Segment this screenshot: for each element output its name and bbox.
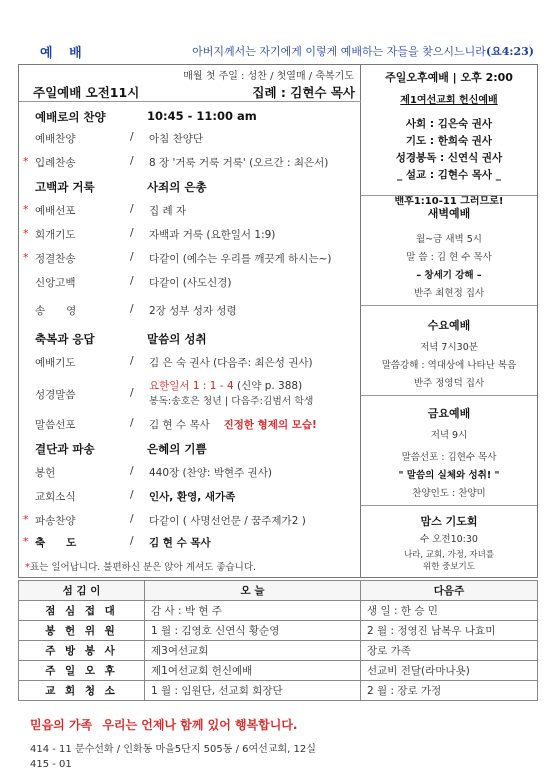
stand-marker: * bbox=[23, 155, 29, 168]
worship-box bbox=[18, 64, 538, 578]
service-name: 주일예배 오전11시 bbox=[33, 85, 140, 100]
friday-time: 저녁 9시 bbox=[430, 430, 468, 441]
order-value: 김 현 수 목사 진정한 형제의 모습! bbox=[149, 419, 317, 431]
address-line: 414 - 11 문수선화 / 인화동 마을5단지 505동 / 6여선교회, 12실 bbox=[30, 744, 316, 755]
order-value: 김 현 수 목사 bbox=[149, 537, 211, 549]
order-value: 인사, 환영, 새가족 bbox=[149, 491, 236, 503]
order-label: 말씀선포 bbox=[35, 419, 76, 431]
order-label: 봉헌 bbox=[35, 467, 56, 479]
standing-note: *표는 일어납니다. 불편하신 분은 앉아 계셔도 좋습니다. bbox=[25, 562, 257, 573]
duty-cell: 감 사 : 박 현 주 bbox=[145, 601, 361, 621]
duty-table bbox=[18, 580, 538, 701]
order-value: 10:45 - 11:00 am bbox=[147, 109, 257, 123]
duty-cell: 제1여선교회 헌신예배 bbox=[145, 661, 361, 681]
order-item bbox=[19, 509, 361, 531]
order-item bbox=[19, 299, 361, 321]
page-header bbox=[18, 42, 538, 62]
separator-slash: / bbox=[130, 203, 134, 215]
scripture-item bbox=[19, 377, 361, 411]
moms-desc: 위한 중보기도 bbox=[423, 562, 475, 572]
dawn-title: 새벽예배 bbox=[427, 207, 471, 220]
afternoon-role: 사회 : 김은숙 권사 bbox=[405, 118, 493, 130]
dawn-series: – 창세기 강해 – bbox=[416, 270, 482, 281]
order-value: 다같이 (예수는 우리를 깨끗게 하시는~) bbox=[149, 253, 332, 265]
dawn-accompanist: 반주 최현정 집사 bbox=[413, 288, 485, 299]
service-leader: 집례 : 김현수 목사 bbox=[252, 85, 355, 100]
divider bbox=[361, 505, 537, 506]
dawn-preacher: 말 씀 : 김 현 수 목사 bbox=[406, 252, 492, 263]
order-item bbox=[19, 413, 361, 435]
afternoon-title: 주일오후예배 | 오후 2:00 bbox=[385, 71, 513, 84]
stand-marker: * bbox=[23, 513, 29, 526]
separator-slash: / bbox=[130, 355, 134, 367]
divider bbox=[361, 195, 537, 196]
duty-cell: 2 월 : 정영진 남복우 나효미 bbox=[361, 621, 538, 641]
duty-category: 봉 헌 위 원 bbox=[19, 621, 145, 641]
column-header: 섬 김 이 bbox=[19, 581, 145, 601]
moms-time: 수 오전10:30 bbox=[420, 534, 478, 545]
order-value: 집 례 자 bbox=[149, 205, 187, 217]
wednesday-accompanist: 반주 정영덕 집사 bbox=[413, 378, 485, 389]
afternoon-role: _ 설교 : 김현수 목사 _ bbox=[397, 169, 501, 181]
duty-cell: 생 일 : 한 승 민 bbox=[361, 601, 538, 621]
separator-slash: / bbox=[130, 303, 134, 315]
wednesday-lecture: 말씀강해 : 역대상에 나타난 복음 bbox=[381, 360, 517, 371]
stand-marker: * bbox=[23, 251, 29, 264]
order-section bbox=[19, 437, 361, 459]
order-section bbox=[19, 327, 361, 349]
order-item bbox=[19, 351, 361, 373]
other-services bbox=[361, 65, 537, 577]
order-label: 신앙고백 bbox=[35, 277, 76, 289]
order-value: 말씀의 성취 bbox=[147, 332, 207, 346]
afternoon-role: 성경봉독 : 신연식 권사 bbox=[395, 152, 503, 164]
scripture-reader: 봉독:송호은 청년 | 다음주:김범서 학생 bbox=[149, 396, 314, 407]
separator-slash: / bbox=[130, 227, 134, 239]
order-label: 정결찬송 bbox=[35, 253, 76, 265]
order-item bbox=[19, 199, 361, 221]
order-value: 다같이 (사도신경) bbox=[149, 277, 232, 289]
header-verse-ref: (요4:23) bbox=[485, 45, 534, 58]
order-label: 성경말씀 bbox=[35, 389, 76, 401]
moms-prayer bbox=[361, 513, 537, 572]
address-line: 415 - 01 bbox=[30, 759, 72, 770]
table-row bbox=[19, 681, 538, 701]
afternoon-verse: 밴후1:10-11 그러므로! bbox=[394, 196, 504, 207]
stand-marker: * bbox=[23, 227, 29, 240]
dawn-time: 월~금 새벽 5시 bbox=[416, 234, 482, 245]
order-value: 8 장 '거룩 거룩 거룩' (오르간 : 최은서) bbox=[149, 157, 329, 169]
table-row bbox=[19, 621, 538, 641]
order-item bbox=[19, 127, 361, 149]
duty-cell: 장로 가족 bbox=[361, 641, 538, 661]
order-value: 440장 (찬양: 박현주 권사) bbox=[149, 467, 272, 479]
duty-category: 주 일 오 후 bbox=[19, 661, 145, 681]
order-item bbox=[19, 461, 361, 483]
header-verse: 아버지께서는 자기에게 이렇게 예배하는 자들을 찾으시느니라(요4:23) bbox=[192, 45, 534, 58]
order-item bbox=[19, 247, 361, 269]
service-heading bbox=[33, 83, 355, 101]
dawn-service bbox=[361, 205, 537, 299]
order-label: 예배로의 찬양 bbox=[35, 110, 106, 124]
column-header: 다음주 bbox=[361, 581, 538, 601]
moms-desc: 나라, 교회, 가정, 자녀를 bbox=[403, 550, 495, 560]
order-value: 2장 성부 성자 성령 bbox=[149, 305, 237, 317]
duty-cell: 제3여선교회 bbox=[145, 641, 361, 661]
order-label: 결단과 파송 bbox=[35, 442, 95, 456]
order-section bbox=[19, 105, 361, 127]
divider bbox=[361, 305, 537, 306]
order-value: 아침 찬양단 bbox=[149, 133, 204, 145]
friday-service bbox=[361, 405, 537, 499]
order-label: 파송찬양 bbox=[35, 515, 76, 527]
order-item bbox=[19, 223, 361, 245]
friday-title: 금요예배 bbox=[427, 407, 471, 420]
order-label: 예배선포 bbox=[35, 205, 76, 217]
stand-marker: * bbox=[23, 203, 29, 216]
afternoon-role: 기도 : 한희숙 권사 bbox=[405, 135, 493, 147]
order-label: 축복과 응답 bbox=[35, 332, 95, 346]
family-text: 우리는 언제나 함께 있어 행복합니다. bbox=[102, 718, 298, 732]
separator-slash: / bbox=[130, 251, 134, 263]
wednesday-time: 저녁 7시30분 bbox=[420, 342, 478, 353]
separator-slash: / bbox=[130, 489, 134, 501]
sermon-title: 진정한 형제의 모습! bbox=[223, 419, 317, 431]
duty-cell: 1 월 : 임원단, 선교회 회장단 bbox=[145, 681, 361, 701]
order-label: 회개기도 bbox=[35, 229, 76, 241]
order-value: 다같이 ( 사명선언문 / 꿈주제가2 ) bbox=[149, 515, 306, 527]
separator-slash: / bbox=[130, 387, 134, 399]
order-value bbox=[149, 378, 302, 393]
separator-slash: / bbox=[130, 417, 134, 429]
table-row bbox=[19, 641, 538, 661]
afternoon-subtitle: 제1여선교회 헌신예배 bbox=[400, 95, 498, 106]
duty-cell: 2 월 : 장로 가정 bbox=[361, 681, 538, 701]
duty-cell: 1 월 : 김영호 신연식 황순영 bbox=[145, 621, 361, 641]
separator-slash: / bbox=[130, 275, 134, 287]
separator-slash: / bbox=[130, 535, 134, 547]
order-section bbox=[19, 175, 361, 197]
duty-category: 주 방 봉 사 bbox=[19, 641, 145, 661]
table-header-row bbox=[19, 581, 538, 601]
friday-praise: 찬양인도 : 찬양미 bbox=[412, 488, 486, 499]
stand-marker: * bbox=[23, 535, 29, 548]
afternoon-service bbox=[361, 69, 537, 207]
duty-category: 점 심 접 대 bbox=[19, 601, 145, 621]
family-banner bbox=[30, 716, 297, 733]
table-row bbox=[19, 661, 538, 681]
friday-preacher: 말씀선포 : 김현수 목사 bbox=[401, 452, 497, 463]
monthly-note: 매월 첫 주일 : 성찬 / 첫열매 / 축복기도 bbox=[183, 71, 354, 82]
divider bbox=[361, 395, 537, 396]
morning-service bbox=[19, 65, 361, 577]
wednesday-service bbox=[361, 317, 537, 389]
order-value: 김 은 숙 권사 (다음주: 최은성 권사) bbox=[149, 357, 313, 369]
moms-title: 맘스 기도회 bbox=[420, 515, 478, 528]
duty-cell: 선교비 전달(라마나욧) bbox=[361, 661, 538, 681]
order-value: 사죄의 은총 bbox=[147, 180, 207, 194]
divider bbox=[19, 101, 361, 102]
order-label: 고백과 거룩 bbox=[35, 180, 95, 194]
scripture-page: (신약 p. 388) bbox=[236, 380, 303, 392]
order-label: 입례찬송 bbox=[35, 157, 76, 169]
column-header: 오 늘 bbox=[145, 581, 361, 601]
order-value: 자백과 거룩 (요한일서 1:9) bbox=[149, 229, 276, 241]
duty-category: 교 회 청 소 bbox=[19, 681, 145, 701]
order-label: 예배기도 bbox=[35, 357, 76, 369]
wednesday-title: 수요예배 bbox=[427, 319, 471, 332]
order-item bbox=[19, 531, 361, 553]
order-label: 축 도 bbox=[35, 537, 77, 549]
family-label: 믿음의 가족 bbox=[30, 718, 93, 732]
separator-slash: / bbox=[130, 131, 134, 143]
order-label: 예배찬양 bbox=[35, 133, 76, 145]
order-label: 교회소식 bbox=[35, 491, 76, 503]
section-title: 예 배 bbox=[40, 46, 88, 61]
order-item bbox=[19, 151, 361, 173]
friday-theme: " 말씀의 실체와 성취! " bbox=[398, 470, 500, 481]
separator-slash: / bbox=[130, 513, 134, 525]
order-item bbox=[19, 485, 361, 507]
order-label: 송 영 bbox=[35, 305, 77, 317]
separator-slash: / bbox=[130, 155, 134, 167]
order-item bbox=[19, 271, 361, 293]
separator-slash: / bbox=[130, 465, 134, 477]
scripture-passage: 요한일서 1 : 1 - 4 bbox=[149, 380, 234, 392]
order-value: 은혜의 기쁨 bbox=[147, 442, 207, 456]
table-row bbox=[19, 601, 538, 621]
